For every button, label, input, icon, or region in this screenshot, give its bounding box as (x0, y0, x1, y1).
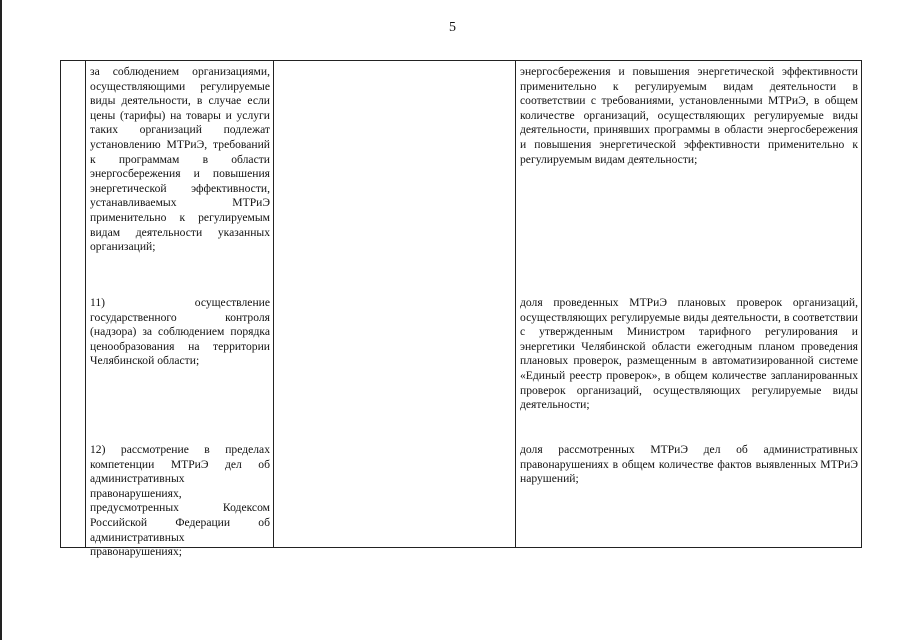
column-divider-1 (85, 61, 86, 547)
page-number: 5 (449, 20, 456, 35)
row-3-right-cell: доля рассмотренных МТРиЭ дел об административных правонарушениях в общем количестве фактов выявленных МТРиЭ нарушений; (520, 443, 858, 486)
row-1-right-cell: энергосбережения и повышения энергетической эффективности применительно к регулируемым видам деятельности в соответствии с требованиями, установленными МТРиЭ, в общем количестве организаций, осуществляющих регулируемые виды деятельности, принявших программы в области энергосбережения и повышения энергетической эффективности применительно к регулируемым видам деятельности; (520, 65, 858, 166)
column-divider-2 (273, 61, 274, 547)
column-divider-3 (515, 61, 516, 547)
row-1-left-cell: за соблюдением организациями, осуществляющими регулируемые виды деятельности, в случае если цены (тарифы) на товары и услуги таких организаций подлежат установлению МТРиЭ, требований к программам в области энергосбережения и повышения энергетической эффективности, устанавливаемых МТРиЭ применительно к регулируемым видам деятельности указанных организаций; (90, 65, 270, 254)
row-3-left-cell: 12) рассмотрение в пределах компетенции МТРиЭ дел об административных правонарушениях, предусмотренных Кодексом Российской Федерации об административных правонарушениях; (90, 443, 270, 559)
row-2-left-cell: 11) осуществление государственного контроля (надзора) за соблюдением порядка ценообразования на территории Челябинской области; (90, 296, 270, 368)
row-2-right-cell: доля проведенных МТРиЭ плановых проверок организаций, осуществляющих регулируемые виды деятельности, в соответствии с утвержденным Министром тарифного регулирования и энергетики Челябинской области ежегодным планом проведения плановых проверок, размещенным в автоматизированной системе «Единый реестр проверок», в общем количестве запланированных проверок организаций, осуществляющих регулируемые виды деятельности; (520, 296, 858, 412)
document-table (60, 60, 862, 559)
page-left-edge (0, 0, 2, 640)
